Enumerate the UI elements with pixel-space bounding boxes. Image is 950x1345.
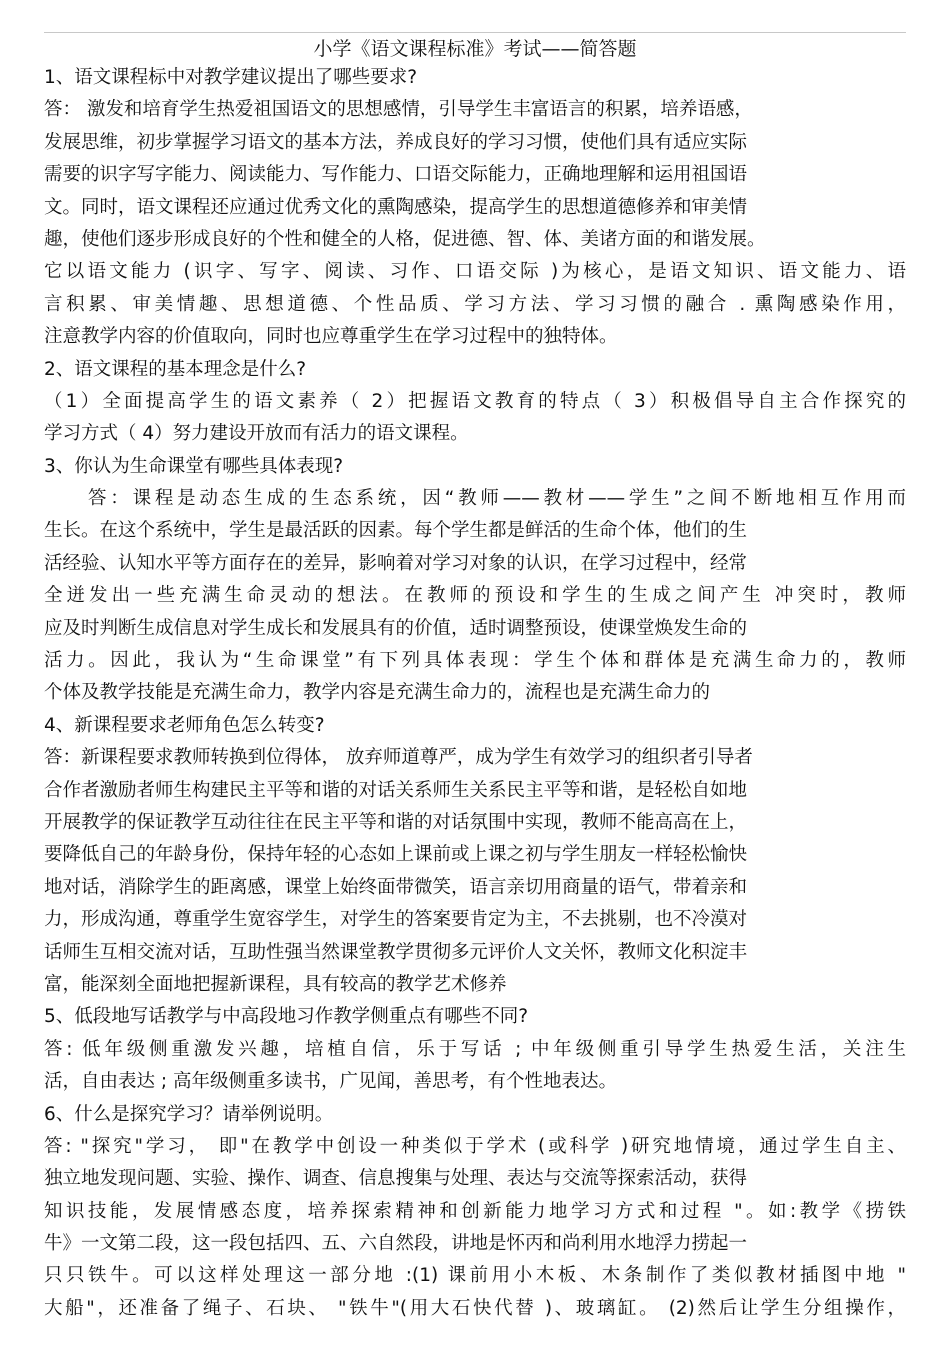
- text-line: 学习方式（ 4）努力建设开放而有活力的语文课程。: [44, 423, 469, 445]
- text-line: 活，自由表达 ; 高年级侧重多读书，广见闻，善思考，有个性地表达。: [44, 1071, 617, 1093]
- question-heading: 5、低段地写话教学与中高段地习作教学侧重点有哪些不同?: [44, 1006, 529, 1028]
- page-title: 小学《语文课程标准》考试——简答题: [313, 38, 637, 60]
- text-line: 全迸发出一些充满生命灵动的想法。在教师的预设和学生的生成之间产生 冲突时，教师: [44, 585, 906, 607]
- text-line: 合作者激励者师生构建民主平等和谐的对话关系师生关系民主平等和谐，是轻松自如地: [44, 779, 748, 801]
- question-heading: 6、什么是探究学习？请举例说明。: [44, 1103, 334, 1125]
- question-heading: 4、新课程要求老师角色怎么转变?: [44, 714, 325, 736]
- text-line: 独立地发现问题、实验、操作、调查、信息搜集与处理、表达与交流等探索活动，获得: [44, 1168, 748, 1190]
- text-line: 答： 激发和培育学生热爱祖国语文的思想感情，引导学生丰富语言的积累，培养语感，: [44, 99, 753, 121]
- text-line: 知识技能，发展情感态度，培养探索精神和创新能力地学习方式和过程 "。如:教学《捞铁: [44, 1200, 906, 1222]
- text-line: 应及时判断生成信息对学生成长和发展具有的价值，适时调整预设，使课堂焕发生命的: [44, 617, 748, 639]
- text-line: 只只铁牛。可以这样处理这一部分地 :(1) 课前用小木板、木条制作了类似教材插图中地 ": [44, 1265, 906, 1287]
- document-body: [44, 62, 906, 1325]
- text-line: 生长。在这个系统中，学生是最活跃的因素。每个学生都是鲜活的生命个体，他们的生: [44, 520, 748, 542]
- question-heading: 1、语文课程标中对教学建议提出了哪些要求?: [44, 67, 418, 88]
- question-heading: 2、语文课程的基本理念是什么?: [44, 358, 307, 380]
- text-line: 富，能深刻全面地把握新课程，具有较高的教学艺术修养: [44, 973, 507, 995]
- text-line: 活经验、认知水平等方面存在的差异，影响着对学习对象的认识，在学习过程中，经常: [44, 552, 748, 574]
- text-line: （1）全面提高学生的语文素养（ 2）把握语文教育的特点（ 3）积极倡导自主合作探究的: [44, 390, 906, 412]
- text-line: 活力。因此，我认为“生命课堂”有下列具体表现：学生个体和群体是充满生命力的，教师: [44, 650, 906, 672]
- text-line: 答：课程是动态生成的生态系统，因“教师——教材——学生”之间不断地相互作用而: [88, 488, 906, 510]
- text-line: 答: "探究"学习， 即"在教学中创设一种类似于学术 (或科学 )研究地情境，通过学生自主、: [44, 1135, 906, 1157]
- text-line: 言积累、审美情趣、思想道德、个性品质、学习方法、学习习惯的融合 . 熏陶感染作用，: [44, 293, 906, 315]
- text-line: 大船"，还准备了绳子、石块、 "铁牛"(用大石快代替 )、玻璃缸。 (2)然后让学生分组操作，: [44, 1297, 906, 1319]
- text-line: 牛》一文第二段，这一段包括四、五、六自然段，讲地是怀丙和尚利用水地浮力捞起一: [44, 1233, 748, 1255]
- text-line: 答: 低年级侧重激发兴趣，培植自信，乐于写话 ; 中年级侧重引导学生热爱生活，关注生: [44, 1038, 906, 1060]
- text-line: 力，形成沟通，尊重学生宽容学生，对学生的答案要肯定为主，不去挑剔，也不冷漠对: [44, 909, 748, 931]
- text-line: 它以语文能力 (识字、写字、阅读、习作、口语交际 )为核心，是语文知识、语文能力、语: [44, 261, 906, 283]
- header-rule: [44, 32, 906, 33]
- text-line: 开展教学的保证教学互动往往在民主平等和谐的对话氛围中实现，教师不能高高在上，: [44, 811, 748, 833]
- text-line: 要降低自己的年龄身份，保持年轻的心态如上课前或上课之初与学生朋友一样轻松愉快: [44, 844, 748, 866]
- text-line: 需要的识字写字能力、阅读能力、写作能力、口语交际能力，正确地理解和运用祖国语: [44, 164, 748, 186]
- text-line: 发展思维，初步掌握学习语文的基本方法，养成良好的学习习惯，使他们具有适应实际: [44, 131, 748, 153]
- text-line: 答：新课程要求教师转换到位得体， 放弃师道尊严，成为学生有效学习的组织者引导者: [44, 747, 753, 769]
- text-line: 话师生互相交流对话，互助性强当然课堂教学贯彻多元评价人文关怀，教师文化积淀丰: [44, 941, 748, 963]
- text-line: 注意教学内容的价值取向，同时也应尊重学生在学习过程中的独特体。: [44, 326, 618, 348]
- text-line: 趣，使他们逐步形成良好的个性和健全的人格，促进德、智、体、美诸方面的和谐发展。: [44, 228, 766, 250]
- text-line: 地对话，消除学生的距离感，课堂上始终面带微笑，语言亲切用商量的语气，带着亲和: [44, 876, 748, 898]
- text-line: 个体及教学技能是充满生命力，教学内容是充满生命力的，流程也是充满生命力的: [44, 682, 711, 704]
- text-line: 文。同时，语文课程还应通过优秀文化的熏陶感染，提高学生的思想道德修养和审美情: [44, 196, 748, 218]
- question-heading: 3、你认为生命课堂有哪些具体表现?: [44, 455, 344, 477]
